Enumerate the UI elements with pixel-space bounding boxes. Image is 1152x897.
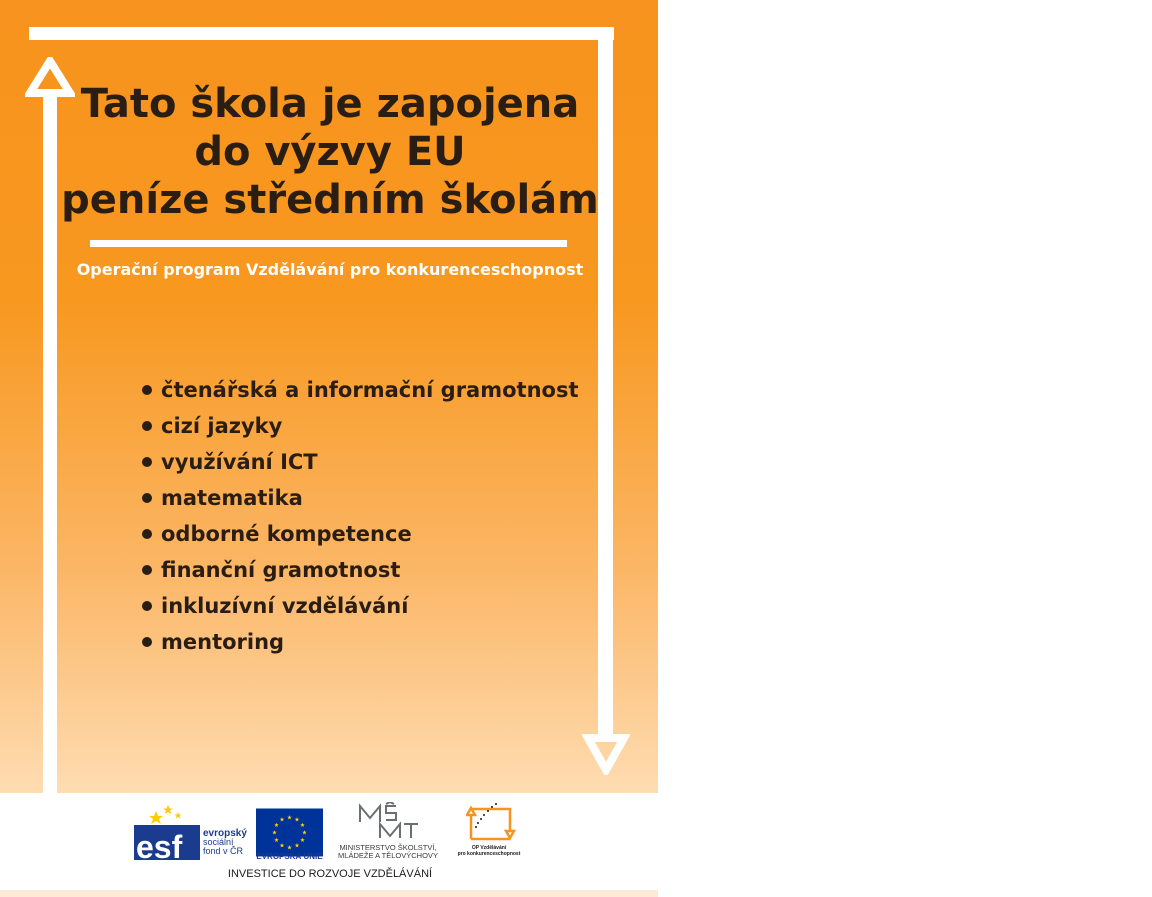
frame-line-right (598, 27, 613, 738)
list-item (140, 444, 579, 480)
esf-caption-line-1: evropský (203, 828, 247, 839)
bullet-dot-icon (142, 421, 152, 431)
bullet-list (140, 372, 579, 660)
bullet-dot-icon (142, 457, 152, 467)
arrow-down-icon (582, 733, 630, 775)
esf-caption-line-3: fond v ČR (203, 846, 244, 856)
op-caption (448, 845, 530, 857)
esf-mark: esf (136, 829, 183, 860)
list-item (140, 516, 579, 552)
title-divider (90, 240, 567, 247)
list-item-label: matematika (161, 486, 303, 510)
eu-caption: EVROPSKÁ UNIE (256, 852, 323, 861)
subtitle: Operační program Vzdělávání pro konkurenceschopnost (76, 260, 584, 279)
page-title (60, 80, 600, 224)
list-item-label: čtenářská a informační gramotnost (161, 378, 579, 402)
list-item (140, 372, 579, 408)
bullet-dot-icon (142, 529, 152, 539)
esf-caption-line-2: sociální (203, 837, 234, 847)
list-item-label: finanční gramotnost (161, 558, 401, 582)
bullet-dot-icon (142, 601, 152, 611)
esf-caption (203, 829, 247, 856)
frame-line-top (29, 27, 614, 40)
bottom-strip (0, 890, 658, 897)
list-item-label: odborné kompetence (161, 522, 412, 546)
list-item (140, 408, 579, 444)
title-line-3: peníze středním školám (61, 177, 599, 223)
list-item (140, 480, 579, 516)
list-item-label: inkluzívní vzdělávání (161, 594, 409, 618)
bullet-dot-icon (142, 637, 152, 647)
footer-slogan: INVESTICE DO ROZVOJE VZDĚLÁVÁNÍ (227, 868, 433, 880)
msmt-caption-line-2: MLÁDEŽE A TĚLOVÝCHOVY (338, 851, 438, 860)
list-item (140, 552, 579, 588)
bullet-dot-icon (142, 565, 152, 575)
op-logo (466, 801, 516, 845)
msmt-logo (356, 802, 420, 842)
list-item-label: mentoring (161, 630, 285, 654)
op-caption-line-2: pro konkurenceschopnost (457, 851, 521, 857)
op-caption-line-1: OP Vzdělávání (471, 845, 507, 851)
list-item (140, 588, 579, 624)
title-line-1: Tato škola je zapojena (80, 81, 580, 127)
bullet-dot-icon (142, 493, 152, 503)
msmt-caption-line-1: MINISTERSTVO ŠKOLSTVÍ, (339, 843, 437, 852)
list-item (140, 624, 579, 660)
title-line-2: do výzvy EU (194, 129, 466, 175)
list-item-label: využívání ICT (161, 450, 318, 474)
msmt-caption (328, 844, 448, 860)
list-item-label: cizí jazyky (161, 414, 283, 438)
frame-line-left (43, 90, 57, 793)
bullet-dot-icon (142, 385, 152, 395)
